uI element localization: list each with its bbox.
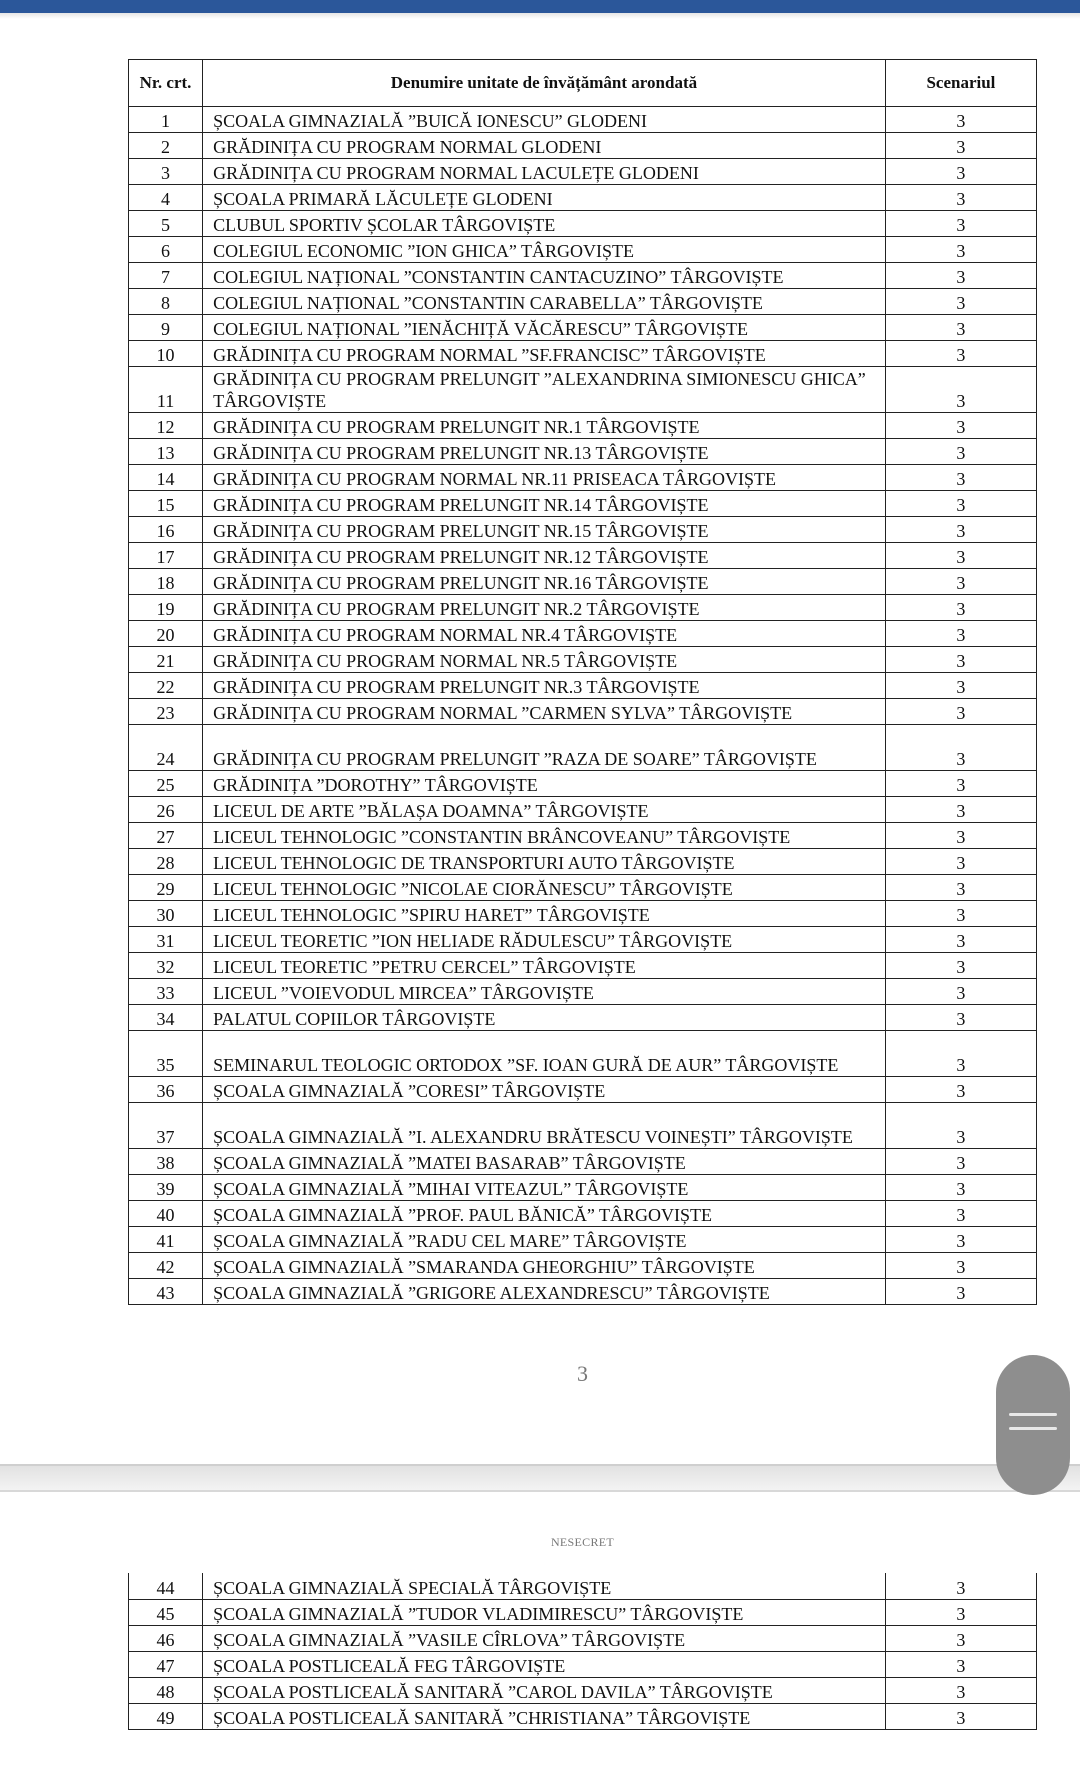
row-number: 49 <box>129 1703 203 1729</box>
row-number: 26 <box>129 797 203 823</box>
table-row <box>129 107 1037 133</box>
row-number: 40 <box>129 1201 203 1227</box>
row-number: 41 <box>129 1227 203 1253</box>
table-row <box>129 875 1037 901</box>
row-number: 29 <box>129 875 203 901</box>
unit-name: ȘCOALA PRIMARĂ LĂCULEȚE GLODENI <box>203 185 886 211</box>
unit-name: ȘCOALA GIMNAZIALĂ ”VASILE CÎRLOVA” TÂRGOVIȘTE <box>203 1625 886 1651</box>
unit-name: ȘCOALA GIMNAZIALĂ SPECIALĂ TÂRGOVIȘTE <box>203 1573 886 1599</box>
table-row <box>129 797 1037 823</box>
unit-name: ȘCOALA GIMNAZIALĂ ”BUICĂ IONESCU” GLODENI <box>203 107 886 133</box>
table-row <box>129 725 1037 771</box>
row-number: 27 <box>129 823 203 849</box>
row-number: 3 <box>129 159 203 185</box>
scenario-value: 3 <box>885 1279 1036 1305</box>
row-number: 47 <box>129 1651 203 1677</box>
scenario-value: 3 <box>885 1201 1036 1227</box>
table-row <box>129 569 1037 595</box>
scenario-value: 3 <box>885 1175 1036 1201</box>
scenario-value: 3 <box>885 491 1036 517</box>
table-row <box>129 211 1037 237</box>
unit-name: ȘCOALA POSTLICEALĂ SANITARĂ ”CAROL DAVILA” TÂRGOVIȘTE <box>203 1677 886 1703</box>
row-number: 37 <box>129 1103 203 1149</box>
unit-name: COLEGIUL NAȚIONAL ”CONSTANTIN CANTACUZINO” TÂRGOVIȘTE <box>203 263 886 289</box>
page-number: 3 <box>577 1361 588 1386</box>
row-number: 6 <box>129 237 203 263</box>
scenario-value: 3 <box>885 1625 1036 1651</box>
scenario-value: 3 <box>885 1651 1036 1677</box>
unit-name: LICEUL TEHNOLOGIC ”CONSTANTIN BRÂNCOVEANU” TÂRGOVIȘTE <box>203 823 886 849</box>
grip-line-icon <box>1009 1413 1057 1416</box>
row-number: 36 <box>129 1077 203 1103</box>
unit-name: LICEUL TEHNOLOGIC ”SPIRU HARET” TÂRGOVIȘTE <box>203 901 886 927</box>
scenario-value: 3 <box>885 1703 1036 1729</box>
grip-line-icon <box>1009 1427 1057 1430</box>
unit-name: GRĂDINIȚA CU PROGRAM PRELUNGIT ”ALEXANDRINA SIMIONESCU GHICA” TÂRGOVIȘTE <box>203 367 886 413</box>
header-nr: Nr. crt. <box>129 60 203 107</box>
unit-name: COLEGIUL NAȚIONAL ”CONSTANTIN CARABELLA” TÂRGOVIȘTE <box>203 289 886 315</box>
scenario-value: 3 <box>885 595 1036 621</box>
row-number: 15 <box>129 491 203 517</box>
scenario-value: 3 <box>885 465 1036 491</box>
row-number: 2 <box>129 133 203 159</box>
table-row <box>129 237 1037 263</box>
scenario-value: 3 <box>885 341 1036 367</box>
scenario-value: 3 <box>885 673 1036 699</box>
unit-name: GRĂDINIȚA CU PROGRAM PRELUNGIT NR.2 TÂRGOVIȘTE <box>203 595 886 621</box>
table-row <box>129 595 1037 621</box>
row-number: 17 <box>129 543 203 569</box>
row-number: 22 <box>129 673 203 699</box>
scenario-value: 3 <box>885 543 1036 569</box>
row-number: 45 <box>129 1599 203 1625</box>
table-row <box>129 133 1037 159</box>
header-scenario: Scenariul <box>885 60 1036 107</box>
table-row <box>129 367 1037 413</box>
row-number: 30 <box>129 901 203 927</box>
table-row <box>129 1625 1037 1651</box>
row-number: 16 <box>129 517 203 543</box>
unit-name: LICEUL TEORETIC ”PETRU CERCEL” TÂRGOVIȘTE <box>203 953 886 979</box>
table-row <box>129 1227 1037 1253</box>
app-top-bar <box>0 0 1080 13</box>
unit-name: ȘCOALA GIMNAZIALĂ ”PROF. PAUL BĂNICĂ” TÂRGOVIȘTE <box>203 1201 886 1227</box>
unit-name: LICEUL DE ARTE ”BĂLAȘA DOAMNA” TÂRGOVIȘTE <box>203 797 886 823</box>
row-number: 9 <box>129 315 203 341</box>
row-number: 23 <box>129 699 203 725</box>
row-number: 4 <box>129 185 203 211</box>
unit-name: GRĂDINIȚA CU PROGRAM PRELUNGIT NR.3 TÂRGOVIȘTE <box>203 673 886 699</box>
row-number: 43 <box>129 1279 203 1305</box>
unit-name: ȘCOALA GIMNAZIALĂ ”MIHAI VITEAZUL” TÂRGOVIȘTE <box>203 1175 886 1201</box>
table-row <box>129 263 1037 289</box>
scenario-value: 3 <box>885 289 1036 315</box>
scenario-value: 3 <box>885 1031 1036 1077</box>
unit-name: GRĂDINIȚA CU PROGRAM PRELUNGIT NR.1 TÂRGOVIȘTE <box>203 413 886 439</box>
unit-name: GRĂDINIȚA CU PROGRAM PRELUNGIT NR.14 TÂRGOVIȘTE <box>203 491 886 517</box>
unit-name: CLUBUL SPORTIV ȘCOLAR TÂRGOVIȘTE <box>203 211 886 237</box>
row-number: 10 <box>129 341 203 367</box>
table-row <box>129 823 1037 849</box>
row-number: 11 <box>129 367 203 413</box>
scenario-value: 3 <box>885 439 1036 465</box>
scenario-value: 3 <box>885 725 1036 771</box>
unit-name: ȘCOALA GIMNAZIALĂ ”MATEI BASARAB” TÂRGOVIȘTE <box>203 1149 886 1175</box>
scenario-value: 3 <box>885 315 1036 341</box>
row-number: 32 <box>129 953 203 979</box>
table-row <box>129 1005 1037 1031</box>
table-row <box>129 159 1037 185</box>
classification-label: NESECRET <box>550 1535 615 1549</box>
table-row <box>129 1253 1037 1279</box>
table-row <box>129 491 1037 517</box>
unit-name: LICEUL TEORETIC ”ION HELIADE RĂDULESCU” TÂRGOVIȘTE <box>203 927 886 953</box>
scenario-value: 3 <box>885 1677 1036 1703</box>
row-number: 33 <box>129 979 203 1005</box>
table-row <box>129 979 1037 1005</box>
table-row <box>129 1201 1037 1227</box>
table-row <box>129 315 1037 341</box>
unit-name: GRĂDINIȚA CU PROGRAM PRELUNGIT NR.16 TÂRGOVIȘTE <box>203 569 886 595</box>
unit-name: SEMINARUL TEOLOGIC ORTODOX ”SF. IOAN GURĂ DE AUR” TÂRGOVIȘTE <box>203 1031 886 1077</box>
unit-name: ȘCOALA POSTLICEALĂ FEG TÂRGOVIȘTE <box>203 1651 886 1677</box>
row-number: 12 <box>129 413 203 439</box>
table-row <box>129 1031 1037 1077</box>
unit-name: COLEGIUL ECONOMIC ”ION GHICA” TÂRGOVIȘTE <box>203 237 886 263</box>
row-number: 38 <box>129 1149 203 1175</box>
unit-name: GRĂDINIȚA CU PROGRAM PRELUNGIT NR.15 TÂRGOVIȘTE <box>203 517 886 543</box>
scenario-value: 3 <box>885 1573 1036 1599</box>
row-number: 7 <box>129 263 203 289</box>
unit-name: GRĂDINIȚA CU PROGRAM NORMAL ”CARMEN SYLVA” TÂRGOVIȘTE <box>203 699 886 725</box>
scenario-value: 3 <box>885 875 1036 901</box>
unit-name: ȘCOALA GIMNAZIALĂ ”TUDOR VLADIMIRESCU” TÂRGOVIȘTE <box>203 1599 886 1625</box>
table-row <box>129 413 1037 439</box>
table-row <box>129 849 1037 875</box>
scenario-value: 3 <box>885 1599 1036 1625</box>
top-bar-shadow <box>0 13 1080 19</box>
scenario-value: 3 <box>885 699 1036 725</box>
table-row <box>129 465 1037 491</box>
table-row <box>129 1599 1037 1625</box>
row-number: 48 <box>129 1677 203 1703</box>
table-row <box>129 647 1037 673</box>
unit-name: ȘCOALA GIMNAZIALĂ ”SMARANDA GHEORGHIU” TÂRGOVIȘTE <box>203 1253 886 1279</box>
unit-name: GRĂDINIȚA CU PROGRAM NORMAL NR.5 TÂRGOVIȘTE <box>203 647 886 673</box>
unit-name: GRĂDINIȚA CU PROGRAM PRELUNGIT NR.12 TÂRGOVIȘTE <box>203 543 886 569</box>
row-number: 25 <box>129 771 203 797</box>
scenario-value: 3 <box>885 263 1036 289</box>
row-number: 24 <box>129 725 203 771</box>
row-number: 28 <box>129 849 203 875</box>
scenario-value: 3 <box>885 1005 1036 1031</box>
unit-name: GRĂDINIȚA CU PROGRAM NORMAL NR.4 TÂRGOVIȘTE <box>203 621 886 647</box>
scenario-value: 3 <box>885 159 1036 185</box>
table-row <box>129 927 1037 953</box>
table-row <box>129 1279 1037 1305</box>
row-number: 35 <box>129 1031 203 1077</box>
row-number: 31 <box>129 927 203 953</box>
unit-name: GRĂDINIȚA CU PROGRAM NORMAL NR.11 PRISEACA TÂRGOVIȘTE <box>203 465 886 491</box>
unit-name: GRĂDINIȚA CU PROGRAM NORMAL LACULEȚE GLODENI <box>203 159 886 185</box>
unit-name: LICEUL TEHNOLOGIC ”NICOLAE CIORĂNESCU” TÂRGOVIȘTE <box>203 875 886 901</box>
scroll-handle[interactable] <box>996 1355 1070 1495</box>
table-row <box>129 699 1037 725</box>
unit-name: GRĂDINIȚA CU PROGRAM PRELUNGIT ”RAZA DE SOARE” TÂRGOVIȘTE <box>203 725 886 771</box>
unit-name: ȘCOALA GIMNAZIALĂ ”RADU CEL MARE” TÂRGOVIȘTE <box>203 1227 886 1253</box>
row-number: 13 <box>129 439 203 465</box>
unit-name: ȘCOALA POSTLICEALĂ SANITARĂ ”CHRISTIANA” TÂRGOVIȘTE <box>203 1703 886 1729</box>
scenario-value: 3 <box>885 211 1036 237</box>
unit-name: COLEGIUL NAȚIONAL ”IENĂCHIȚĂ VĂCĂRESCU” TÂRGOVIȘTE <box>203 315 886 341</box>
row-number: 19 <box>129 595 203 621</box>
scenario-value: 3 <box>885 979 1036 1005</box>
unit-name: LICEUL TEHNOLOGIC DE TRANSPORTURI AUTO TÂRGOVIȘTE <box>203 849 886 875</box>
table-row <box>129 543 1037 569</box>
scenario-value: 3 <box>885 1253 1036 1279</box>
unit-name: GRĂDINIȚA CU PROGRAM PRELUNGIT NR.13 TÂRGOVIȘTE <box>203 439 886 465</box>
unit-name: ȘCOALA GIMNAZIALĂ ”CORESI” TÂRGOVIȘTE <box>203 1077 886 1103</box>
row-number: 20 <box>129 621 203 647</box>
table-row <box>129 1149 1037 1175</box>
row-number: 5 <box>129 211 203 237</box>
schools-table <box>128 59 1037 1305</box>
table-row <box>129 673 1037 699</box>
row-number: 21 <box>129 647 203 673</box>
table-row <box>129 901 1037 927</box>
unit-name: GRĂDINIȚA CU PROGRAM NORMAL GLODENI <box>203 133 886 159</box>
table-row <box>129 621 1037 647</box>
row-number: 18 <box>129 569 203 595</box>
row-number: 39 <box>129 1175 203 1201</box>
unit-name: PALATUL COPIILOR TÂRGOVIȘTE <box>203 1005 886 1031</box>
scenario-value: 3 <box>885 1149 1036 1175</box>
unit-name: ȘCOALA GIMNAZIALĂ ”GRIGORE ALEXANDRESCU” TÂRGOVIȘTE <box>203 1279 886 1305</box>
scenario-value: 3 <box>885 107 1036 133</box>
table-row <box>129 517 1037 543</box>
scenario-value: 3 <box>885 367 1036 413</box>
scenario-value: 3 <box>885 797 1036 823</box>
table-row <box>129 1677 1037 1703</box>
scenario-value: 3 <box>885 647 1036 673</box>
table-row <box>129 341 1037 367</box>
scenario-value: 3 <box>885 517 1036 543</box>
scenario-value: 3 <box>885 237 1036 263</box>
scenario-value: 3 <box>885 133 1036 159</box>
table-row <box>129 439 1037 465</box>
scenario-value: 3 <box>885 413 1036 439</box>
header-name: Denumire unitate de învățământ arondată <box>203 60 886 107</box>
table-row <box>129 1651 1037 1677</box>
row-number: 14 <box>129 465 203 491</box>
table-row <box>129 1103 1037 1149</box>
unit-name: GRĂDINIȚA CU PROGRAM NORMAL ”SF.FRANCISC” TÂRGOVIȘTE <box>203 341 886 367</box>
unit-name: ȘCOALA GIMNAZIALĂ ”I. ALEXANDRU BRĂTESCU VOINEȘTI” TÂRGOVIȘTE <box>203 1103 886 1149</box>
unit-name: LICEUL ”VOIEVODUL MIRCEA” TÂRGOVIȘTE <box>203 979 886 1005</box>
row-number: 8 <box>129 289 203 315</box>
scenario-value: 3 <box>885 953 1036 979</box>
scenario-value: 3 <box>885 185 1036 211</box>
scenario-value: 3 <box>885 771 1036 797</box>
table-row <box>129 1175 1037 1201</box>
scenario-value: 3 <box>885 823 1036 849</box>
row-number: 34 <box>129 1005 203 1031</box>
schools-table-continued <box>128 1573 1037 1730</box>
scenario-value: 3 <box>885 901 1036 927</box>
table-row <box>129 185 1037 211</box>
scenario-value: 3 <box>885 569 1036 595</box>
table-row <box>129 1703 1037 1729</box>
unit-name: GRĂDINIȚA ”DOROTHY” TÂRGOVIȘTE <box>203 771 886 797</box>
table-row <box>129 289 1037 315</box>
row-number: 1 <box>129 107 203 133</box>
scenario-value: 3 <box>885 927 1036 953</box>
row-number: 44 <box>129 1573 203 1599</box>
scenario-value: 3 <box>885 1227 1036 1253</box>
row-number: 42 <box>129 1253 203 1279</box>
page-separator <box>0 1464 1080 1492</box>
table-row <box>129 1077 1037 1103</box>
row-number: 46 <box>129 1625 203 1651</box>
table-row <box>129 1573 1037 1599</box>
table-row <box>129 953 1037 979</box>
table-header-row <box>129 60 1037 107</box>
scenario-value: 3 <box>885 621 1036 647</box>
table-row <box>129 771 1037 797</box>
scenario-value: 3 <box>885 849 1036 875</box>
scenario-value: 3 <box>885 1077 1036 1103</box>
scenario-value: 3 <box>885 1103 1036 1149</box>
